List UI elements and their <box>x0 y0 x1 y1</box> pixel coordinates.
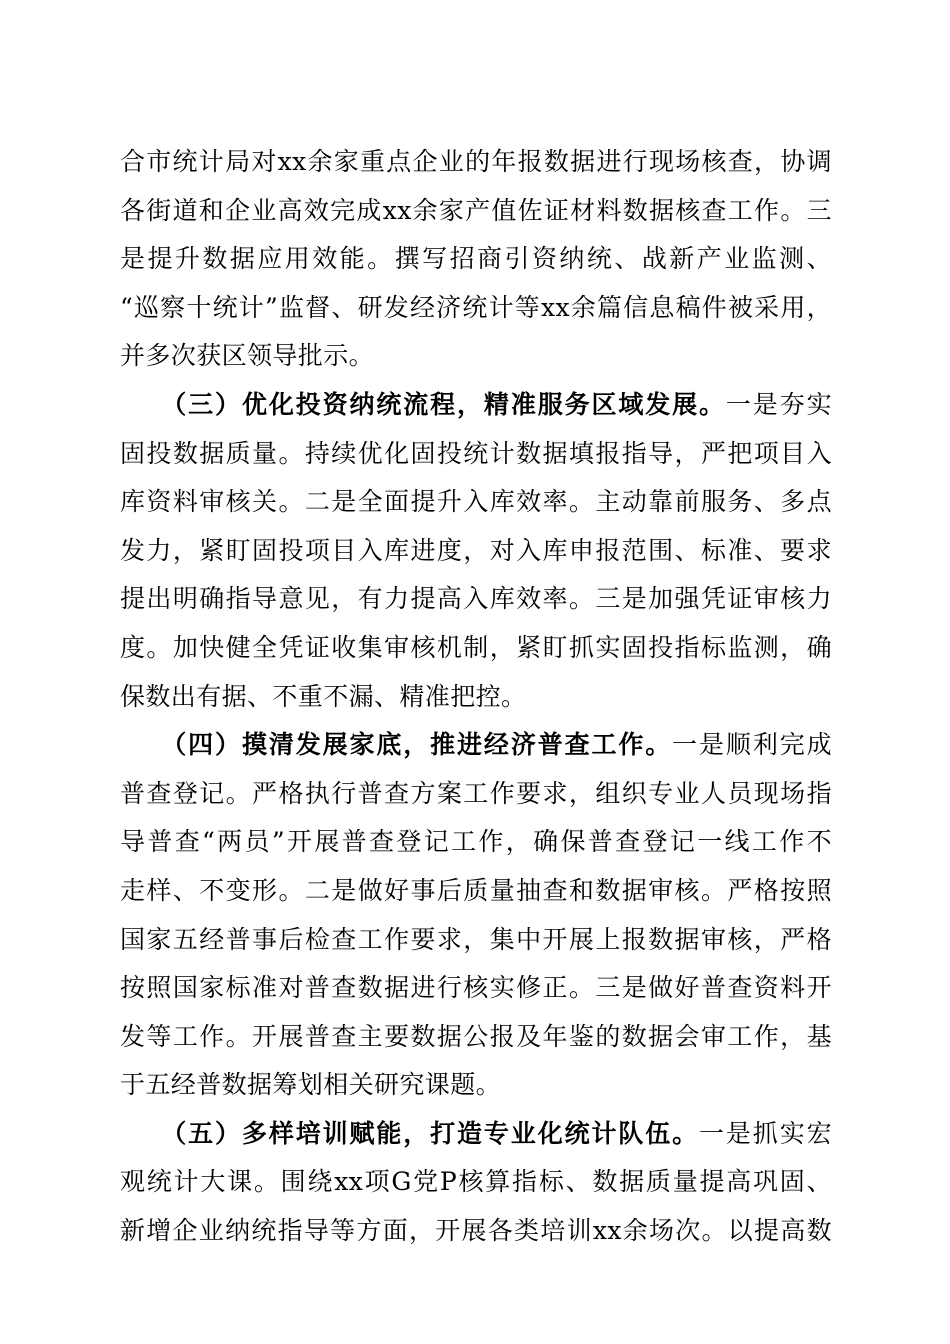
text-line: 观统计大课。围绕xx项G党P核算指标、数据质量提高巩固、 <box>120 1167 832 1197</box>
text-line: 发等工作。开展普查主要数据公报及年鉴的数据会审工作，基 <box>120 1021 832 1051</box>
section-heading: （五）多样培训赋能，打造专业化统计队伍。 <box>173 1118 700 1148</box>
text-line: 走样、不变形。二是做好事后质量抽查和数据审核。严格按照 <box>120 875 832 905</box>
section-text: 一是顺利完成 <box>672 730 832 760</box>
text-line: 库资料审核关。二是全面提升入库效率。主动靠前服务、多点 <box>120 487 832 517</box>
section-four-first-line <box>120 721 832 770</box>
section-heading: （四）摸清发展家底，推进经济普查工作。 <box>173 730 673 760</box>
text-line: 按照国家标准对普查数据进行核实修正。三是做好普查资料开 <box>120 973 832 1003</box>
section-text: 一是抓实宏 <box>699 1118 832 1148</box>
text-line: 度。加快健全凭证收集审核机制，紧盯抓实固投指标监测，确 <box>120 632 832 662</box>
text-line: 保数出有据、不重不漏、精准把控。 <box>120 681 527 711</box>
text-line: 于五经普数据筹划相关研究课题。 <box>120 1070 502 1100</box>
section-five-first-line <box>120 1110 832 1159</box>
section-three-first-line <box>120 381 832 430</box>
section-text: 一是夯实 <box>725 389 832 419</box>
text-line: “巡察十统计”监督、研发经济统计等xx余篇信息稿件被采用， <box>120 292 832 322</box>
text-line: 国家五经普事后检查工作要求，集中开展上报数据审核，严格 <box>120 924 832 954</box>
text-line: 是提升数据应用效能。撰写招商引资纳统、战新产业监测、 <box>120 244 832 274</box>
section-heading: （三）优化投资纳统流程，精准服务区域发展。 <box>173 389 726 419</box>
text-line: 提出明确指导意见，有力提高入库效率。三是加强凭证审核力 <box>120 584 832 614</box>
text-line: 导普查“两员”开展普查登记工作，确保普查登记一线工作不 <box>120 827 832 857</box>
text-line: 发力，紧盯固投项目入库进度，对入库申报范围、标准、要求 <box>120 535 832 565</box>
text-line: 各街道和企业高效完成xx余家产值佐证材料数据核查工作。三 <box>120 195 832 225</box>
document-body <box>120 138 832 1256</box>
text-line: 固投数据质量。持续优化固投统计数据填报指导，严把项目入 <box>120 438 832 468</box>
text-line: 并多次获区领导批示。 <box>120 341 375 371</box>
text-line: 新增企业纳统指导等方面，开展各类培训xx余场次。以提高数 <box>120 1216 832 1246</box>
text-line: 普查登记。严格执行普查方案工作要求，组织专业人员现场指 <box>120 778 832 808</box>
text-line: 合市统计局对xx余家重点企业的年报数据进行现场核查，协调 <box>120 147 832 176</box>
